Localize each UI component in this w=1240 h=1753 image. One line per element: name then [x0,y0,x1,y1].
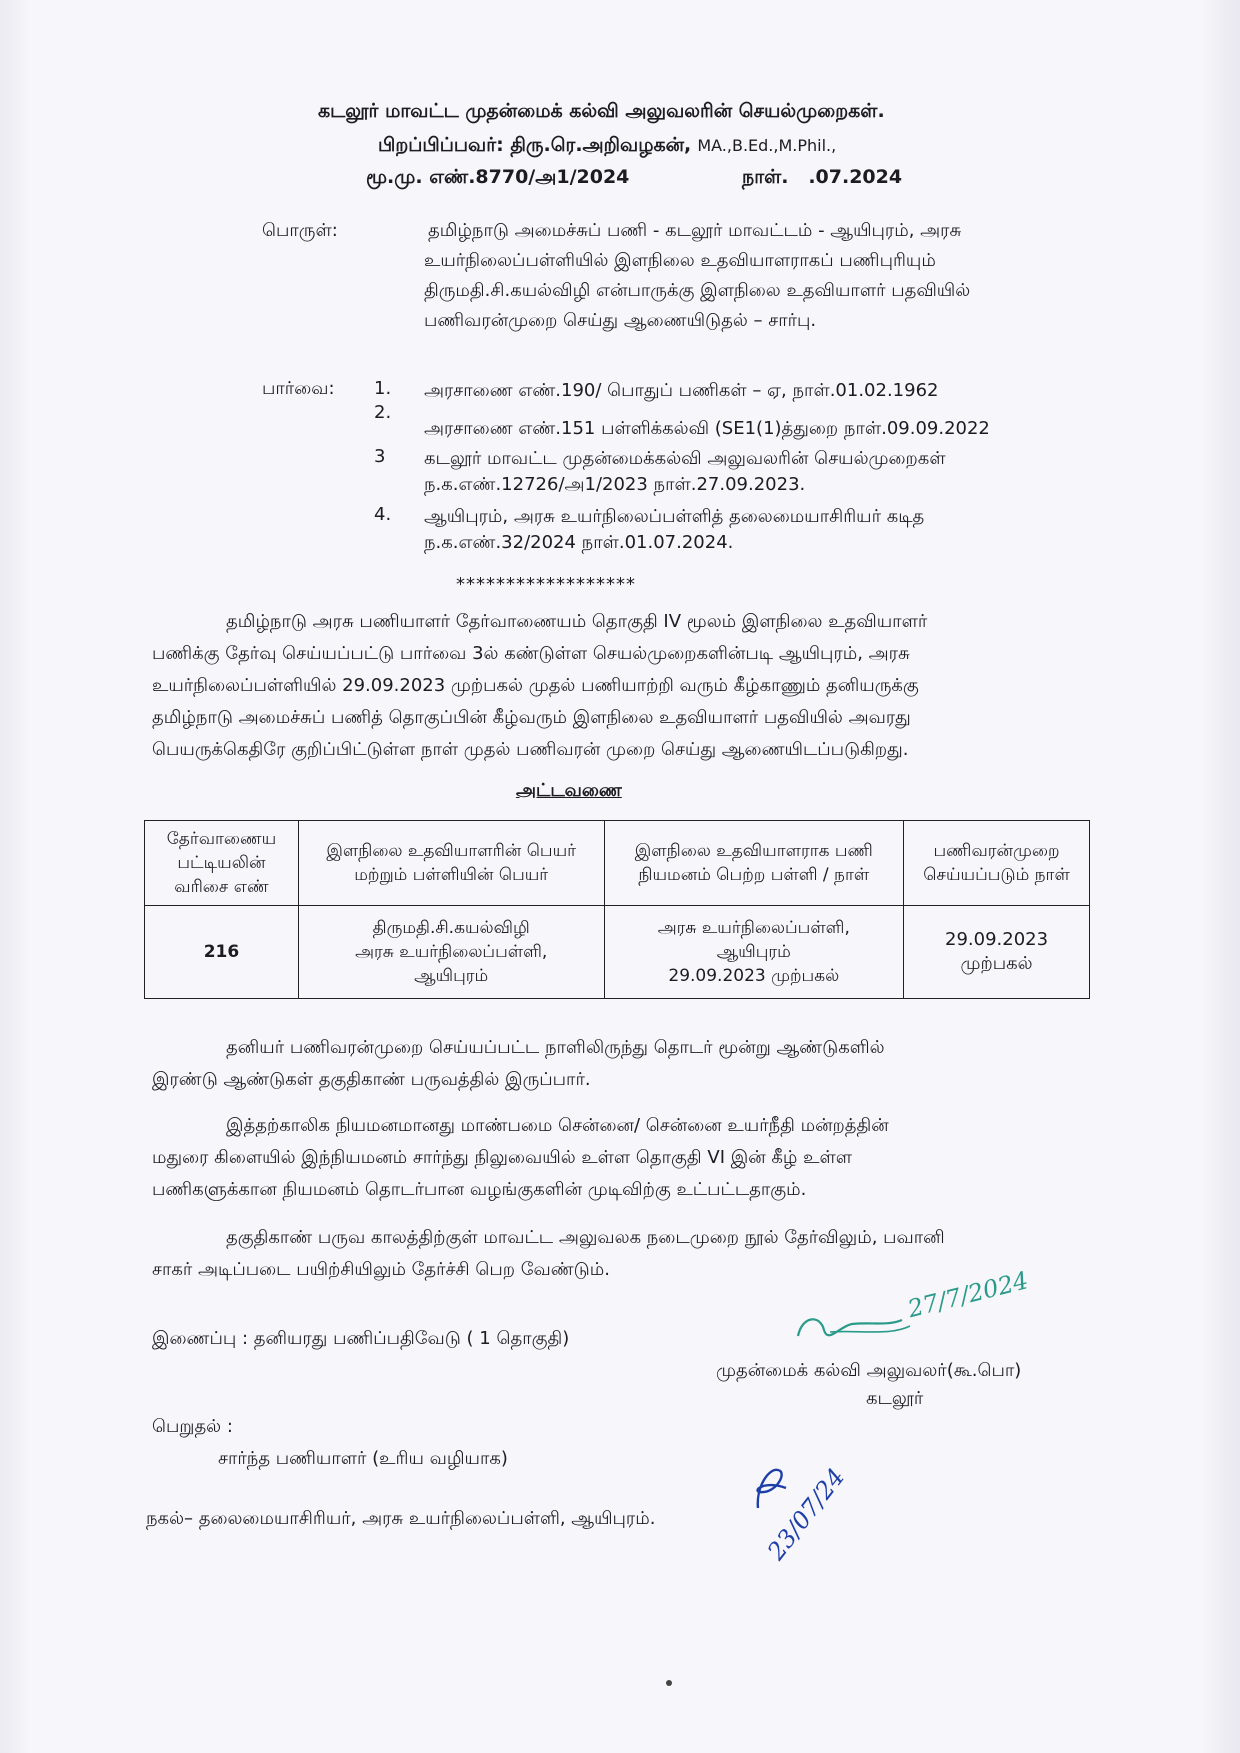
signature-date: 27/7/2024 [905,1266,1032,1324]
cell-line: திருமதி.சி.கயல்விழி [372,918,530,938]
cell-name [298,906,604,999]
reference-line: ந.க.எண்.32/2024 நாள்.01.07.2024. [424,532,734,553]
received-date: 23/07/24 [762,1463,851,1566]
paragraph-line: பெயருக்கெதிரே குறிப்பிட்டுள்ள நாள் முதல் பணிவரன் முறை செய்து ஆணையிடப்படுகிறது. [152,739,909,760]
paragraph-line: பணிகளுக்கான நியமனம் தொடர்பான வழங்குகளின் முடிவிற்கு உட்பட்டதாகும். [152,1179,807,1200]
paragraph-line: மதுரை கிளையில் இந்நியமனம் சார்ந்து நிலுவையில் உள்ள தொகுதி VI இன் கீழ் உள்ள [152,1147,852,1168]
cell-serial: 216 [145,906,299,999]
reference-num: 3 [374,446,386,467]
reference-item: அரசாணை எண்.151 பள்ளிக்கல்வி (SE1(1)த்துறை நாள்.09.09.2022 [424,418,990,439]
reference-item: அரசாணை எண்.190/ பொதுப் பணிகள் – ஏ, நாள்.01.02.1962 [424,380,939,401]
schedule-table [144,820,1090,999]
cell-line: அரசு உயர்நிலைப்பள்ளி, [355,942,548,962]
paragraph-line: சாகர் அடிப்படை பயிற்சியிலும் தேர்ச்சி பெற வேண்டும். [152,1259,610,1280]
table-header-row [145,821,1090,906]
issuer-line [378,134,836,159]
subject-line: பணிவரன்முறை செய்து ஆணையிடுதல் – சார்பு. [424,310,817,331]
paragraph-exam [152,1222,1078,1286]
subject-line: தமிழ்நாடு அமைச்சுப் பணி - கடலூர் மாவட்டம் - ஆயிபுரம், அரசு [428,220,962,241]
header-serial: தேர்வாணைய பட்டியலின் வரிசை எண் [145,821,299,906]
issuer-qualification: MA.,B.Ed.,M.Phil., [697,136,837,155]
paragraph-probation [152,1032,1078,1096]
copy-to: நகல்– தலைமையாசிரியர், அரசு உயர்நிலைப்பள்ளி, ஆயிபுரம். [146,1508,656,1529]
header-regularisation: பணிவரன்முறை செய்யப்படும் நாள் [904,821,1090,906]
cell-regularisation [904,906,1090,999]
reference-item [424,446,1064,498]
subject-line: உயர்நிலைப்பள்ளியில் இளநிலை உதவியாளராகப் பணிபுரியும் [424,250,936,271]
separator: ****************** [456,574,636,595]
initials-icon [738,1458,798,1518]
subject-block [424,216,1064,336]
recipient-value: சார்ந்த பணியாளர் (உரிய வழியாக) [218,1448,508,1469]
reference-line: ந.க.எண்.12726/அ1/2023 நாள்.27.09.2023. [424,474,806,495]
signatory-place: கடலூர் [866,1388,924,1409]
recipient-label: பெறுதல் : [152,1416,233,1437]
issuer-name: பிறப்பிப்பவர்: திரு.ரெ.அறிவழகன், [378,134,692,156]
punch-mark [666,1680,672,1686]
reference-num: 1. [374,378,392,399]
subject-label: பொருள்: [262,220,338,241]
reference-item [424,504,1064,556]
reference-line: கடலூர் மாவட்ட முதன்மைக்கல்வி அலுவலரின் செயல்முறைகள் [424,448,946,469]
paragraph-court [152,1110,1078,1206]
paragraph-line: தனியர் பணிவரன்முறை செய்யப்பட்ட நாளிலிருந்து தொடர் மூன்று ஆண்டுகளில் [226,1037,885,1058]
paragraph-line: உயர்நிலைப்பள்ளியில் 29.09.2023 முற்பகல் முதல் பணியாற்றி வரும் கீழ்காணும் தனியருக்கு [152,675,919,696]
cell-line: முற்பகல் [960,953,1033,974]
signatory-title: முதன்மைக் கல்வி அலுவலர்(கூ.பொ) [716,1360,1022,1381]
enclosure: இணைப்பு : தனியரது பணிப்பதிவேடு ( 1 தொகுதி) [152,1328,570,1349]
cell-line: ஆயிபுரம் [716,942,791,962]
paragraph-line: இரண்டு ஆண்டுகள் தகுதிகாண் பருவத்தில் இருப்பார். [152,1069,591,1090]
cell-appointment [604,906,904,999]
references-label: பார்வை: [262,378,335,399]
cell-line: ஆயிபுரம் [414,966,489,986]
office-title: கடலூர் மாவட்ட முதன்மைக் கல்வி அலுவலரின் செயல்முறைகள். [318,100,885,122]
paragraph-line: பணிக்கு தேர்வு செய்யப்பட்டு பார்வை 3ல் கண்டுள்ள செயல்முறைகளின்படி ஆயிபுரம், அரசு [152,643,910,664]
reference-num: 4. [374,504,392,525]
header-appointment: இளநிலை உதவியாளராக பணி நியமனம் பெற்ற பள்ளி / நாள் [604,821,904,906]
cell-line: 29.09.2023 முற்பகல் [668,966,840,986]
schedule-title: அட்டவணை [516,780,622,801]
cell-line: அரசு உயர்நிலைப்பள்ளி, [657,918,850,938]
paragraph-main [152,606,1078,766]
cell-line: 29.09.2023 [945,929,1049,950]
reference-line: ஆயிபுரம், அரசு உயர்நிலைப்பள்ளித் தலைமையாசிரியர் கடித [424,506,925,527]
table-row [145,906,1090,999]
subject-line: திருமதி.சி.கயல்விழி என்பாருக்கு இளநிலை உதவியாளர் பதவியில் [424,280,971,301]
paragraph-line: தமிழ்நாடு அமைச்சுப் பணித் தொகுப்பின் கீழ்வரும் இளநிலை உதவியாளர் பதவியில் அவரது [152,707,911,728]
reference-num: 2. [374,402,392,423]
order-date: நாள். .07.2024 [742,166,903,188]
paragraph-line: தகுதிகாண் பருவ காலத்திற்குள் மாவட்ட அலுவலக நடைமுறை நூல் தேர்விலும், பவானி [226,1227,945,1248]
reference-number: மூ.மு. எண்.8770/அ1/2024 [366,166,630,188]
paragraph-line: இத்தற்காலிக நியமனமானது மாண்பமை சென்னை/ சென்னை உயர்நீதி மன்றத்தின் [226,1115,889,1136]
paragraph-line: தமிழ்நாடு அரசு பணியாளர் தேர்வாணையம் தொகுதி IV மூலம் இளநிலை உதவியாளர் [226,611,928,632]
header-name: இளநிலை உதவியாளரின் பெயர் மற்றும் பள்ளியின் பெயர் [298,821,604,906]
